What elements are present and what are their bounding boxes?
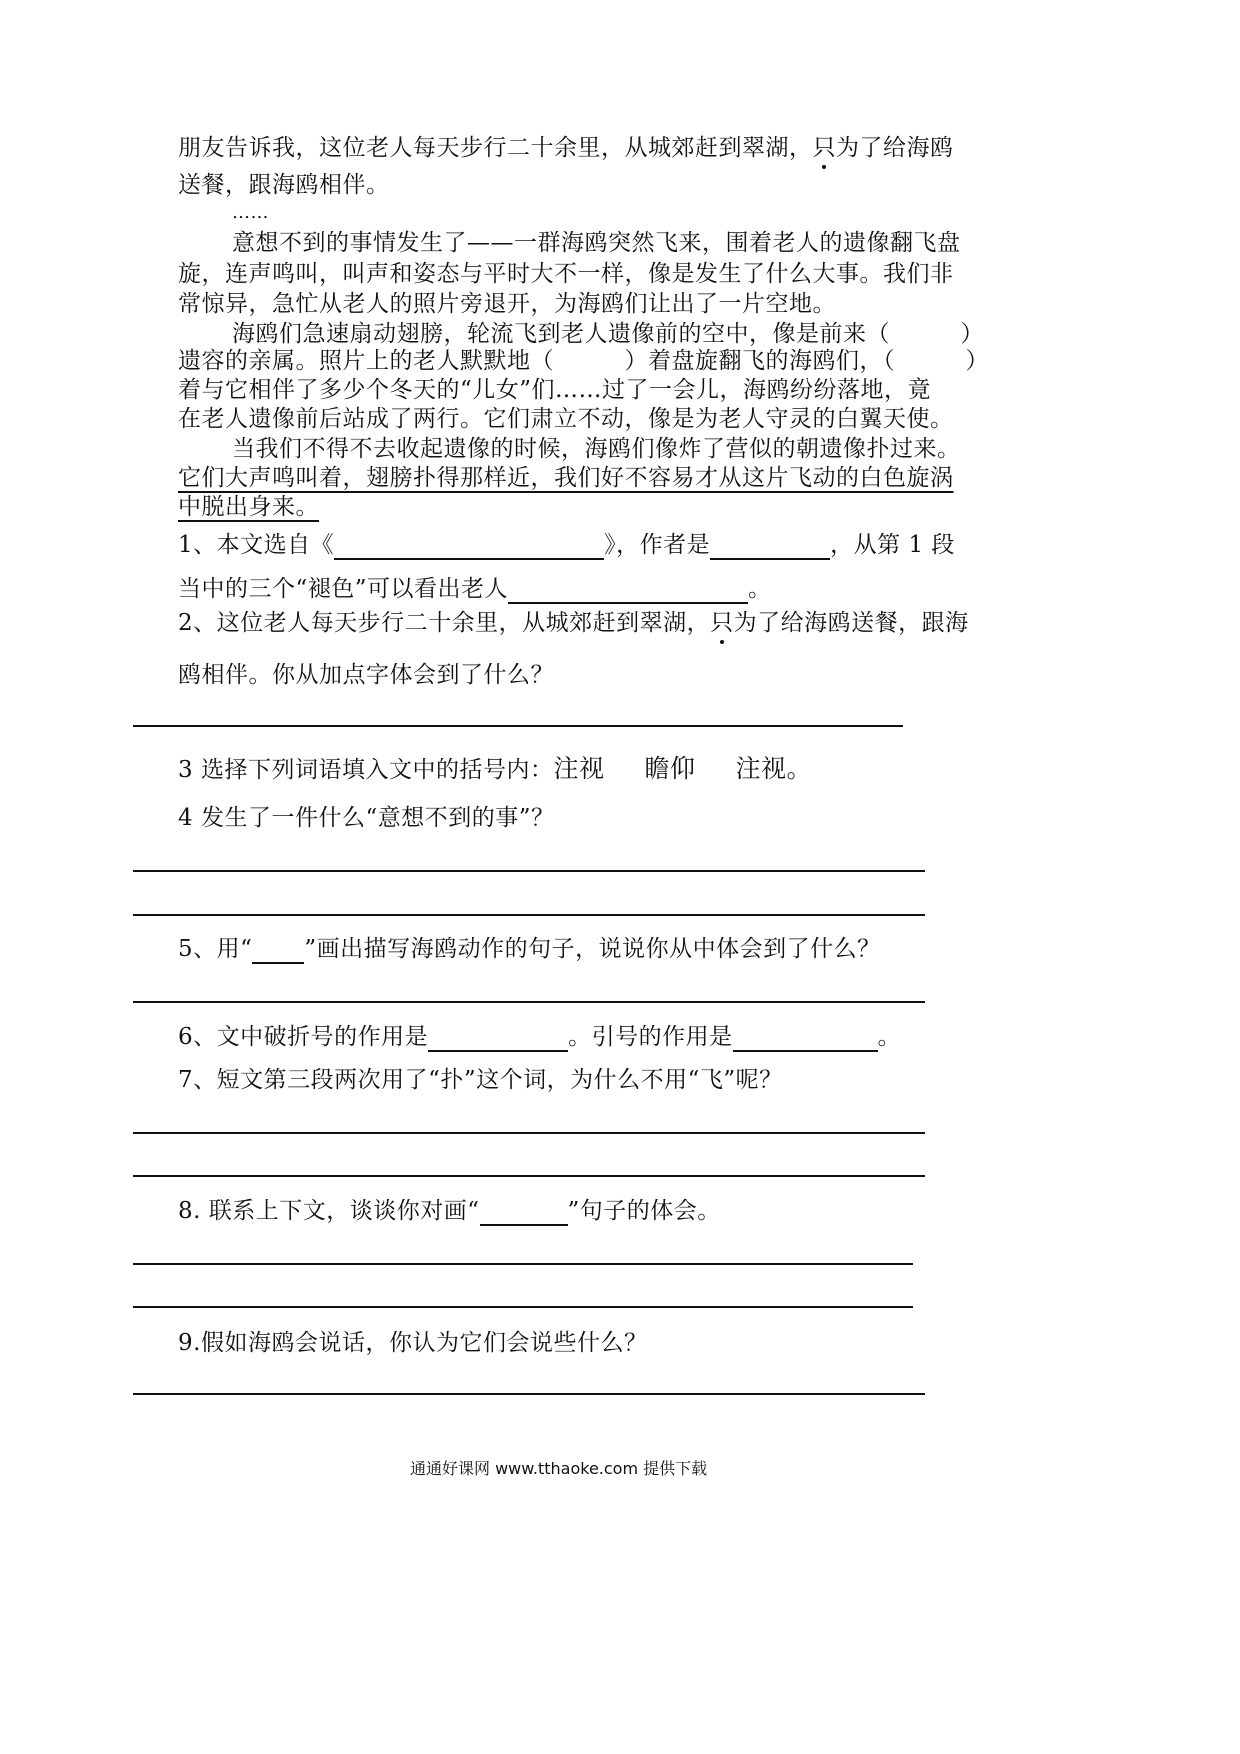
text: 为了给海鸥	[836, 135, 954, 161]
passage-line: 意想不到的事情发生了——一群海鸥突然飞来，围着老人的遗像翻飞盘	[232, 230, 961, 256]
word-option: 注视。	[735, 754, 812, 783]
text: 当中的三个“褪色”可以看出老人	[178, 576, 509, 602]
ellipsis: ……	[232, 202, 269, 223]
text: 8. 联系上下文，谈谈你对画“	[178, 1198, 480, 1224]
answer-line[interactable]	[133, 1175, 925, 1177]
answer-line[interactable]	[133, 914, 925, 916]
passage-line: 遗容的亲属。照片上的老人默默地（ ）着盘旋翻飞的海鸥们，（ ）	[178, 348, 989, 374]
underlined-sentence: 中脱出身来。	[178, 494, 319, 520]
answer-blank[interactable]	[508, 578, 748, 604]
text: 。	[877, 1024, 902, 1050]
text: 3 选择下列词语填入文中的括号内：	[178, 757, 554, 783]
footer-text: 通通好课网 www.tthaoke.com 提供下载	[410, 1459, 708, 1478]
answer-line[interactable]	[133, 1263, 913, 1265]
answer-line[interactable]	[133, 1001, 925, 1003]
question-7: 7、短文第三段两次用了“扑”这个词，为什么不用“飞”呢？	[178, 1067, 783, 1093]
marker-blank	[480, 1200, 568, 1226]
question-6	[178, 1022, 901, 1052]
dotted-char: 只	[812, 135, 836, 161]
answer-blank[interactable]	[428, 1026, 568, 1052]
passage-line: 海鸥们急速扇动翅膀，轮流飞到老人遗像前的空中，像是前来（ ）	[232, 321, 984, 347]
question-2	[178, 608, 969, 638]
passage-line	[178, 133, 954, 163]
passage-line: 旋，连声鸣叫，叫声和姿态与平时大不一样，像是发生了什么大事。我们非	[178, 261, 954, 287]
passage-line: 着与它相伴了多少个冬天的“儿女”们……过了一会儿，海鸥纷纷落地，竟	[178, 377, 932, 403]
text: ，从第 1 段	[830, 532, 955, 558]
text: 5、用“	[178, 936, 253, 962]
answer-blank[interactable]	[733, 1026, 878, 1052]
answer-line[interactable]	[133, 1132, 925, 1134]
text: 2、这位老人每天步行二十余里，从城郊赶到翠湖，	[178, 610, 711, 636]
question-1-cont	[178, 574, 772, 604]
question-8	[178, 1196, 721, 1226]
text: 1、本文选自《	[178, 532, 335, 558]
dotted-char: 只	[710, 610, 734, 636]
answer-line[interactable]	[133, 870, 925, 872]
passage-line: 当我们不得不去收起遗像的时候，海鸥们像炸了营似的朝遗像扑过来。	[232, 436, 961, 462]
answer-line[interactable]	[133, 1306, 913, 1308]
question-9: 9.假如海鸥会说话，你认为它们会说些什么？	[178, 1330, 648, 1356]
answer-blank[interactable]	[334, 534, 604, 560]
marker-blank	[252, 938, 304, 964]
text: 6、文中破折号的作用是	[178, 1024, 429, 1050]
passage-line: 送餐，跟海鸥相伴。	[178, 172, 390, 198]
underlined-sentence: 它们大声鸣叫着，翅膀扑得那样近，我们好不容易才从这片飞动的白色旋涡	[178, 465, 954, 491]
text: ”句子的体会。	[567, 1198, 721, 1224]
passage-line: 在老人遗像前后站成了两行。它们肃立不动，像是为老人守灵的白翼天使。	[178, 406, 954, 432]
answer-line[interactable]	[133, 725, 903, 727]
passage-line: 常惊异，急忙从老人的照片旁退开，为海鸥们让出了一片空地。	[178, 291, 836, 317]
text: 》，作者是	[604, 532, 711, 558]
question-2-cont: 鸥相伴。你从加点字体会到了什么？	[178, 662, 554, 688]
question-5	[178, 934, 881, 964]
text: 。引号的作用是	[568, 1024, 733, 1050]
text: 朋友告诉我，这位老人每天步行二十余里，从城郊赶到翠湖，	[178, 135, 813, 161]
answer-line[interactable]	[133, 1393, 925, 1395]
question-3	[178, 754, 812, 785]
question-1	[178, 530, 955, 560]
word-option: 注视	[553, 754, 605, 783]
answer-blank[interactable]	[710, 534, 830, 560]
text: ”画出描写海鸥动作的句子，说说你从中体会到了什么？	[304, 936, 881, 962]
text: 为了给海鸥送餐，跟海	[733, 610, 969, 636]
question-4: 4 发生了一件什么“意想不到的事”？	[178, 805, 555, 831]
word-option: 瞻仰	[644, 754, 696, 783]
text: 。	[748, 576, 772, 602]
